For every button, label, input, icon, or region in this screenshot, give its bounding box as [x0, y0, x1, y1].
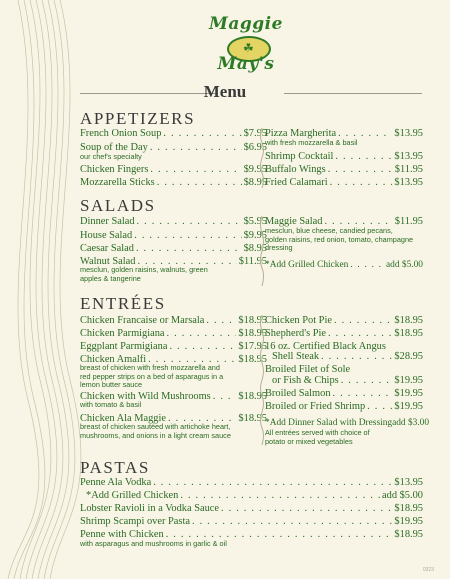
menu-item: Shrimp Cocktail . . . $13.95 [265, 151, 423, 163]
shamrock-icon: ☘ [227, 36, 271, 62]
menu-item: Mozzarella Sticks . . . $8.95 [80, 177, 267, 189]
menu-item: Walnut Salad . . . $11.95 [80, 256, 267, 268]
menu-item-addon: *Add Grilled Chicken . . . add $5.00 [265, 259, 423, 271]
menu-item: or Fish & Chips . . . $19.95 [272, 375, 423, 387]
section-title-salads: SALADS [80, 196, 156, 215]
menu-item: Chicken Fingers . . . $9.95 [80, 164, 267, 176]
menu-item: Pizza Margherita . . . $13.95 [265, 128, 423, 140]
item-description: breast of chicken sautéed with artichoke heart, mushrooms, and onions in a light cream sauce [80, 422, 231, 440]
menu-item: French Onion Soup . . . $7.95 [80, 128, 267, 140]
menu-item: Chicken Ala Maggie . . . $18.95 [80, 413, 267, 425]
menu-item: Shepherd's Pie . . . $18.95 [265, 328, 423, 340]
menu-item-name: Broiled Filet of Sole [265, 364, 351, 375]
menu-item: Soup of the Day . . . $6.95 [80, 142, 267, 154]
menu-item: Chicken Amalfi . . . $18.95 [80, 354, 267, 366]
item-description: breast of chicken with fresh mozzarella and red pepper strips on a bed of asparagus in a lemon butter sauce [80, 363, 224, 390]
menu-item: Shrimp Scampi over Pasta . . . $19.95 [80, 516, 423, 528]
footer-code: 0323 [422, 567, 434, 573]
menu-item-addon: *Add Dinner Salad with Dressing add $3.00 [265, 418, 430, 428]
menu-item: Maggie Salad . . . $11.95 [265, 216, 423, 228]
brand-line-1: Maggie [209, 14, 283, 34]
brand-logo [205, 12, 287, 76]
section-title-entrees: ENTRÉES [80, 294, 166, 313]
item-description: with fresh mozzarella & basil [265, 138, 358, 147]
item-description: with asparagus and mushrooms in garlic & oil [80, 539, 227, 548]
menu-item-name: 16 oz. Certified Black Angus [265, 341, 386, 352]
menu-item: Chicken Francaise or Marsala . . . $18.95 [80, 315, 267, 327]
brand-line-2: May's [217, 54, 275, 74]
menu-item: Chicken Parmigiana . . . $18.95 [80, 328, 267, 340]
menu-item: Caesar Salad . . . $8.95 [80, 243, 267, 255]
section-title-appetizers: APPETIZERS [80, 109, 196, 128]
menu-item: Dinner Salad . . . $5.95 [80, 216, 267, 228]
menu-item: Broiled or Fried Shrimp . . . $19.95 [265, 401, 423, 413]
title-rule-right [284, 93, 422, 94]
menu-item: Penne with Chicken . . . $18.95 [80, 529, 423, 541]
menu-item: Lobster Ravioli in a Vodka Sauce . . . $18.95 [80, 503, 423, 515]
menu-item: Chicken Pot Pie . . . $18.95 [265, 315, 423, 327]
menu-item-addon: *Add Grilled Chicken . . . add $5.00 [86, 490, 423, 502]
menu-item: Fried Calamari . . . $13.95 [265, 177, 423, 189]
page-title: Menu [203, 82, 247, 101]
menu-item: Shell Steak . . . $28.95 [272, 351, 423, 363]
menu-item: Buffalo Wings . . . $11.95 [265, 164, 423, 176]
menu-item: Penne Ala Vodka . . . $13.95 [80, 477, 423, 489]
item-description: mesclun, golden raisins, walnuts, green apples & tangerine [80, 265, 208, 283]
menu-item: Broiled Salmon . . . $19.95 [265, 388, 423, 400]
item-description: our chef's specialty [80, 152, 142, 161]
menu-item: House Salad . . . $9.95 [80, 230, 267, 242]
menu-item: Chicken with Wild Mushrooms . . . $18.95 [80, 391, 267, 403]
menu-item: Eggplant Parmigiana . . . $17.95 [80, 341, 267, 353]
section-title-pastas: PASTAS [80, 458, 150, 477]
item-description: mesclun, blue cheese, candied pecans, golden raisins, red onion, tomato, champagne dressing [265, 226, 414, 253]
item-description: All entrées served with choice of potato or mixed vegetables [265, 428, 370, 446]
item-description: with tomato & basil [80, 400, 142, 409]
